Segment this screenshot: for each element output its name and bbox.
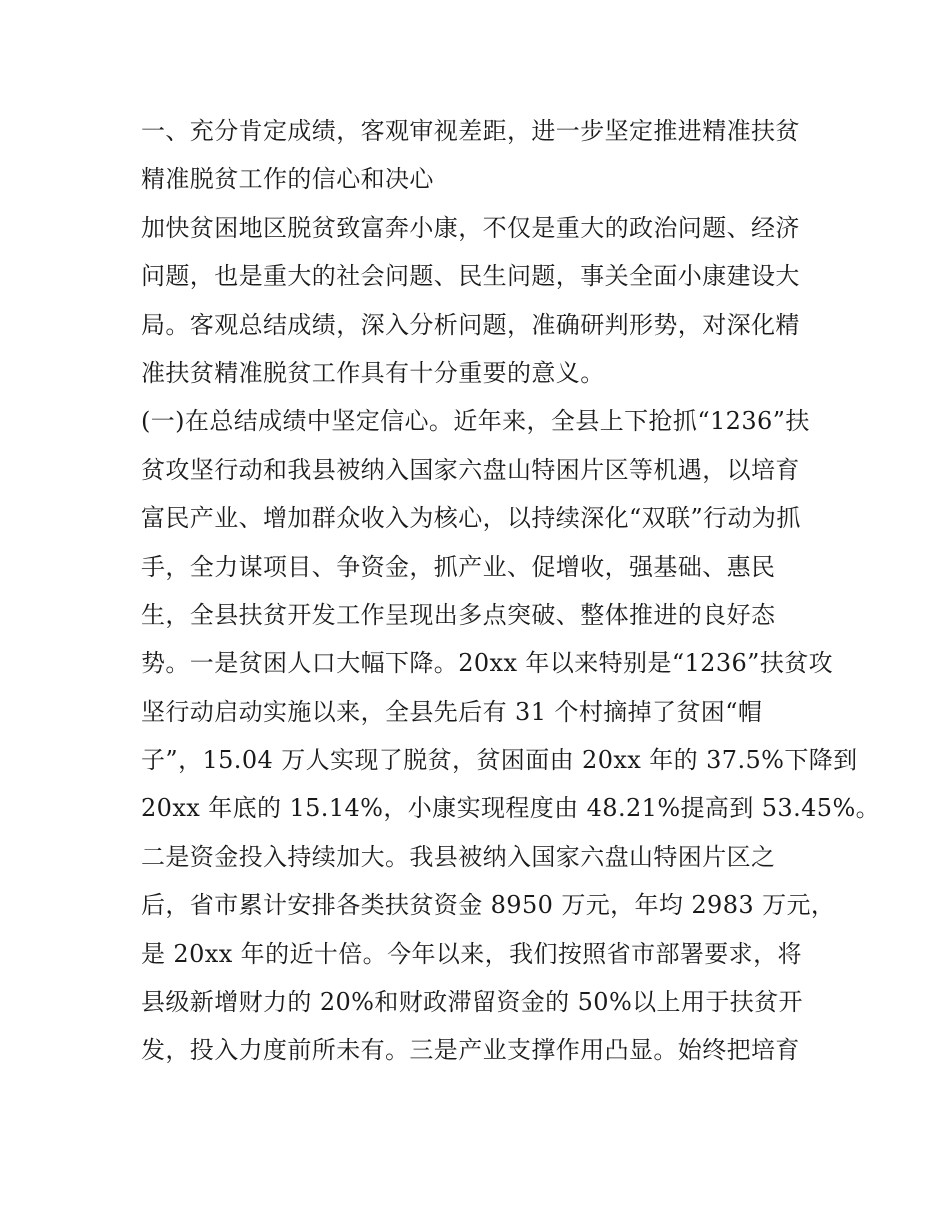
paragraph-line: 子”，15.04 万人实现了脱贫，贫困面由 20xx 年的 37.5%下降到 — [141, 746, 858, 775]
paragraph-line: 20xx 年底的 15.14%，小康实现程度由 48.21%提高到 53.45%。 — [141, 794, 881, 823]
paragraph-line: 二是资金投入持续加大。我县被纳入国家六盘山特困片区之 — [141, 842, 776, 871]
paragraph-line: (一)在总结成绩中坚定信心。近年来，全县上下抢抓“1236”扶 — [141, 407, 810, 436]
section-heading-line-2: 精准脱贫工作的信心和决心 — [141, 165, 434, 194]
paragraph-line: 富民产业、增加群众收入为核心，以持续深化“双联”行动为抓 — [141, 504, 801, 533]
paragraph-line: 生，全县扶贫开发工作呈现出多点突破、整体推进的良好态 — [141, 600, 776, 629]
document-body — [141, 107, 881, 1075]
paragraph-line: 贫攻坚行动和我县被纳入国家六盘山特困片区等机遇，以培育 — [141, 455, 800, 484]
paragraph-line: 后，省市累计安排各类扶贫资金 8950 万元，年均 2983 万元， — [141, 891, 836, 920]
paragraph-line: 县级新增财力的 20%和财政滞留资金的 50%以上用于扶贫开 — [141, 988, 803, 1017]
paragraph-line: 势。一是贫困人口大幅下降。20xx 年以来特别是“1236”扶贫攻 — [141, 649, 834, 678]
paragraph-line: 加快贫困地区脱贫致富奔小康，不仅是重大的政治问题、经济 — [141, 213, 800, 242]
paragraph-line: 准扶贫精准脱贫工作具有十分重要的意义。 — [141, 358, 605, 387]
paragraph-line: 是 20xx 年的近十倍。今年以来，我们按照省市部署要求，将 — [141, 939, 802, 968]
paragraph-line: 坚行动启动实施以来，全县先后有 31 个村摘掉了贫困“帽 — [141, 697, 763, 726]
paragraph-line: 问题，也是重大的社会问题、民生问题，事关全面小康建设大 — [141, 262, 800, 291]
paragraph-line: 手，全力谋项目、争资金，抓产业、促增收，强基础、惠民 — [141, 552, 776, 581]
paragraph-line: 局。客观总结成绩，深入分析问题，准确研判形势，对深化精 — [141, 310, 800, 339]
section-heading-line-1: 一、充分肯定成绩，客观审视差距，进一步坚定推进精准扶贫 — [141, 117, 800, 145]
paragraph-line: 发，投入力度前所未有。三是产业支撑作用凸显。始终把培育 — [141, 1036, 800, 1065]
